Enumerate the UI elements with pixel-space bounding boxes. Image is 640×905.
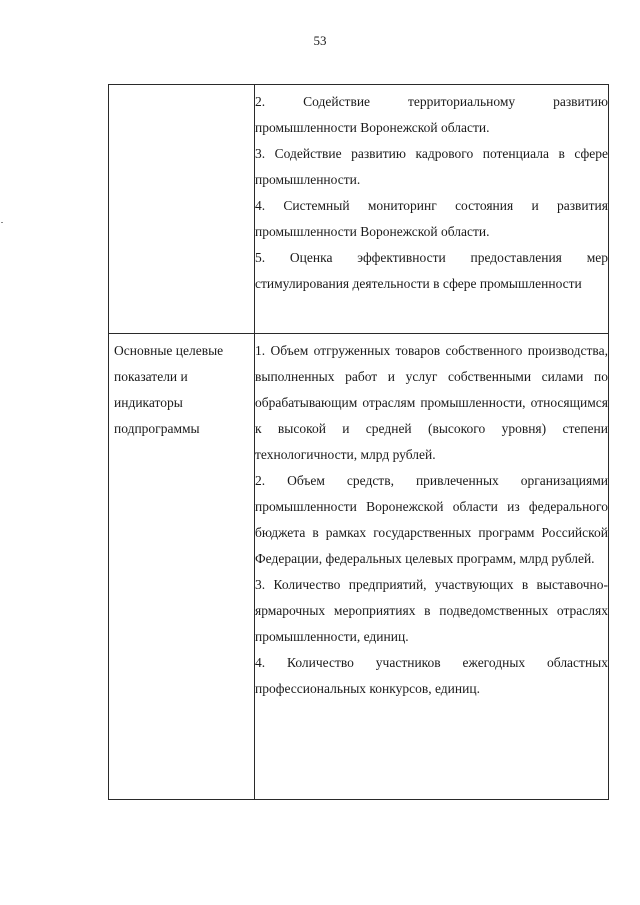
table-cell-label [109, 85, 255, 334]
table-cell-content [255, 334, 609, 800]
table-row [109, 334, 609, 800]
list-item: 5. Оценка эффективности предоставления мер стимулирования деятельности в сфере промышленности [255, 250, 608, 291]
subprogram-table [108, 84, 609, 800]
scan-margin-mark [1, 222, 3, 223]
list-item: 4. Системный мониторинг состояния и развития промышленности Воронежской области. [255, 198, 608, 239]
row-label: Основные целевые показатели и индикаторы подпрограммы [114, 343, 224, 436]
table-cell-label [109, 334, 255, 800]
list-item: 2. Содействие территориальному развитию промышленности Воронежской области. [255, 94, 608, 135]
table-row [109, 85, 609, 334]
list-item: 2. Объем средств, привлеченных организациями промышленности Воронежской области из федерального бюджета в рамках государственных программ Российской Федерации, федеральных целевых программ, млрд рублей. [255, 473, 608, 566]
table-cell-content [255, 85, 609, 334]
row-label [109, 85, 254, 89]
page-number: 53 [313, 33, 327, 48]
list-item: 3. Содействие развитию кадрового потенциала в сфере промышленности. [255, 146, 608, 187]
list-item: 3. Количество предприятий, участвующих в выставочно-ярмарочных мероприятиях в подведомственных отраслях промышленности, единиц. [255, 577, 608, 644]
list-item: 1. Объем отгруженных товаров собственного производства, выполненных работ и услуг собственными силами по обрабатывающим отраслям промышленности, относящимся к высокой и средней (высокого уровня) степени технологичности, млрд рублей. [255, 343, 608, 462]
list-item: 4. Количество участников ежегодных областных профессиональных конкурсов, единиц. [255, 655, 608, 696]
